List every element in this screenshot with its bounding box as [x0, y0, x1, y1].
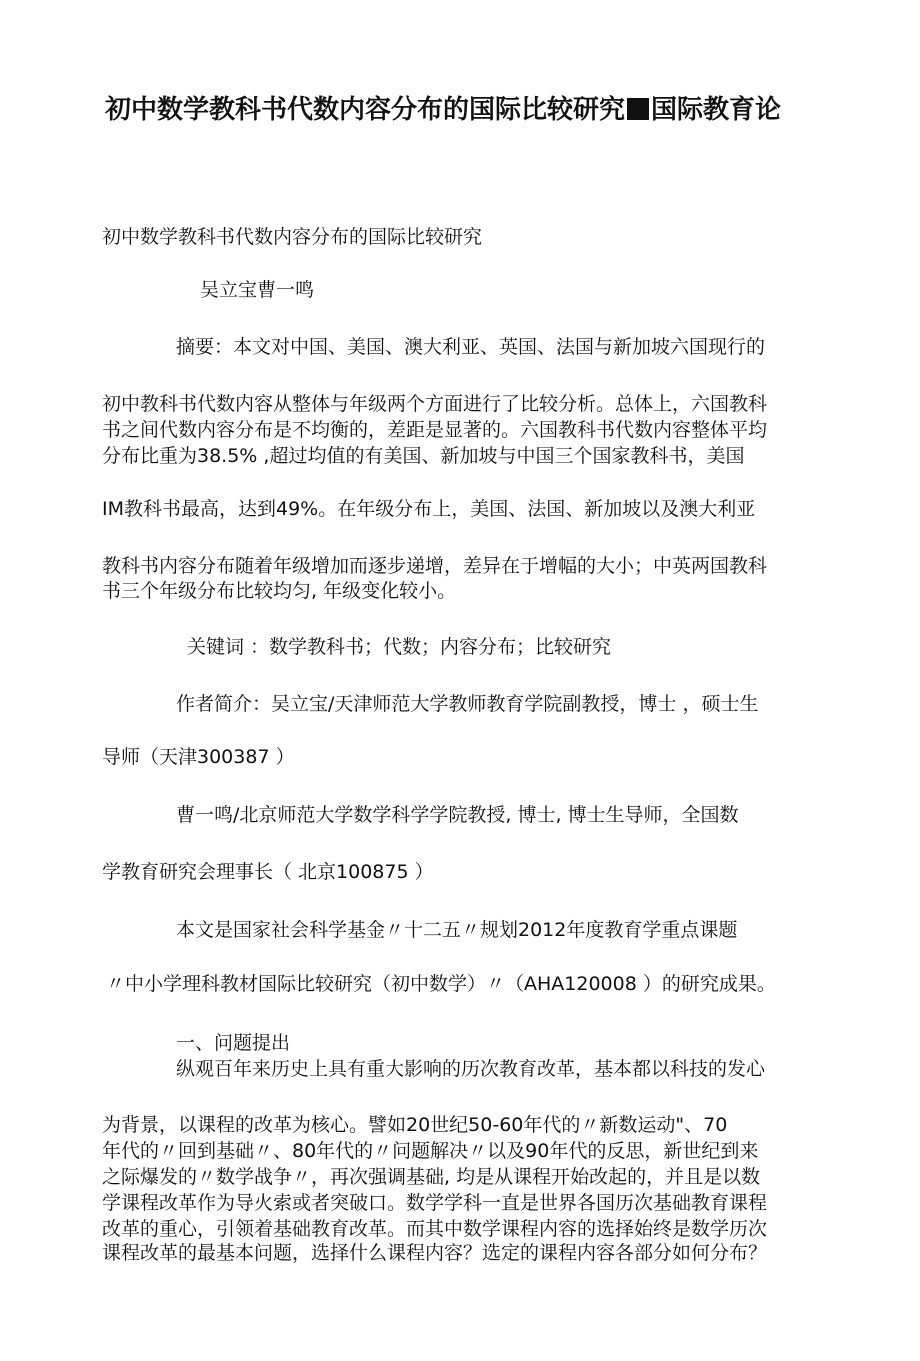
authors: 吴立宝曹一鸣: [200, 279, 315, 301]
keywords: 关键词 ：数学教科书；代数；内容分布；比较研究: [187, 636, 612, 658]
section-heading: 一、问题提出: [176, 1032, 291, 1054]
title-text: 初中数学教科书代数内容分布的国际比较研究: [105, 95, 626, 125]
body-line: 为背景，以课程的改革为核心。譬如20世纪50-60年代的〃新数运动"、70: [102, 1114, 728, 1136]
abstract-line: 分布比重为38.5% ,超过均值的有美国、新加坡与中国三个国家教科书，美国: [102, 445, 745, 467]
author-intro-line: 导师（天津300387 ）: [102, 746, 295, 768]
body-line: 年代的〃回到基础〃、80年代的〃问题解决〃以及90年代的反思，新世纪到来: [102, 1140, 759, 1162]
body-line: 学课程改革作为导火索或者突破口。数学学科一直是世界各国历次基础教育课程: [102, 1192, 768, 1214]
body-line: 课程改革的最基本问题，选择什么课程内容？选定的课程内容各部分如何分布？: [102, 1242, 768, 1264]
fund-line: 本文是国家社会科学基金〃十二五〃规划2012年度教育学重点课题: [176, 919, 738, 941]
abstract-line: 教科书内容分布随着年级增加而逐步递增，差异在于增幅的大小；中英两国教科: [102, 555, 768, 577]
body-line: 改革的重心，引领着基础教育改革。而其中数学课程内容的选择始终是数学历次: [102, 1218, 768, 1240]
fund-line: 〃中小学理科教材国际比较研究（初中数学）〃（AHA120008 ）的研究成果。: [106, 973, 776, 995]
body-line: 纵观百年来历史上具有重大影响的历次教育改革，基本都以科技的发心: [176, 1058, 766, 1080]
body-line: 之际爆发的〃数学战争〃，再次强调基础, 均是从课程开始改起的，并且是以数: [102, 1166, 761, 1188]
subtitle: 初中数学教科书代数内容分布的国际比较研究: [102, 226, 483, 248]
author-intro-line: 曹一鸣/北京师范大学数学科学学院教授, 博士, 博士生导师，全国数: [176, 804, 739, 826]
abstract-line: 摘要：本文对中国、美国、澳大利亚、英国、法国与新加坡六国现行的: [176, 336, 766, 358]
abstract-line: 初中教科书代数内容从整体与年级两个方面进行了比较分析。总体上，六国教科: [102, 393, 768, 415]
abstract-line: 书之间代数内容分布是不均衡的，差距是显著的。六国教科书代数内容整体平均: [102, 419, 768, 441]
title-text-tail: 国际教育论: [651, 95, 782, 125]
abstract-line: IM教科书最高，达到49%。在年级分布上，美国、法国、新加坡以及澳大利亚: [102, 498, 756, 520]
author-intro-line: 学教育研究会理事长（ 北京100875 ）: [102, 861, 434, 883]
abstract-line: 书三个年级分布比较均匀, 年级变化较小。: [102, 580, 457, 602]
page-title: [105, 94, 781, 126]
square-glyph-icon: [627, 98, 649, 120]
author-intro-line: 作者简介：吴立宝/天津师范大学教师教育学院副教授，博士 ，硕士生: [176, 693, 759, 715]
